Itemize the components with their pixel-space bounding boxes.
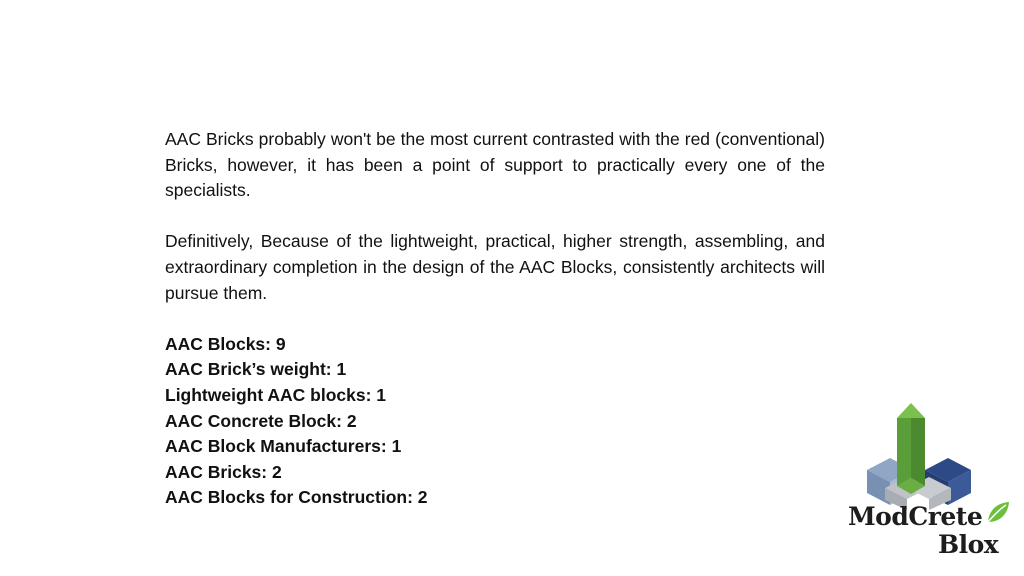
keyword-item: AAC Brick’s weight: 1 — [165, 359, 347, 380]
keyword-item: AAC Bricks: 2 — [165, 461, 282, 482]
keyword-item: AAC Block Manufacturers: 1 — [165, 436, 402, 457]
keyword-list — [165, 332, 825, 511]
logo-blocks-icon — [845, 400, 1015, 510]
keyword-item: AAC Blocks: 9 — [165, 333, 286, 354]
keyword-item: Lightweight AAC blocks: 1 — [165, 384, 387, 405]
leaf-icon — [985, 500, 1011, 526]
paragraph-intro: AAC Bricks probably won't be the most current contrasted with the red (conventional) Bricks, however, it has been a point of support to practically every one of the specialists. — [165, 129, 825, 201]
keyword-item: AAC Concrete Block: 2 — [165, 410, 357, 431]
paragraph-benefits: Definitively, Because of the lightweight, practical, higher strength, assembling, and extraordinary completion in the design of the AAC Blocks, consistently architects will pursue them. — [165, 231, 825, 303]
logo-tower — [897, 403, 925, 418]
logo-text-blox: Blox — [938, 530, 999, 559]
modcrete-blox-logo — [845, 400, 1015, 565]
keyword-item: AAC Blocks for Construction: 2 — [165, 487, 428, 508]
logo-text-modcrete: ModCrete — [848, 502, 983, 531]
main-text — [165, 127, 825, 511]
